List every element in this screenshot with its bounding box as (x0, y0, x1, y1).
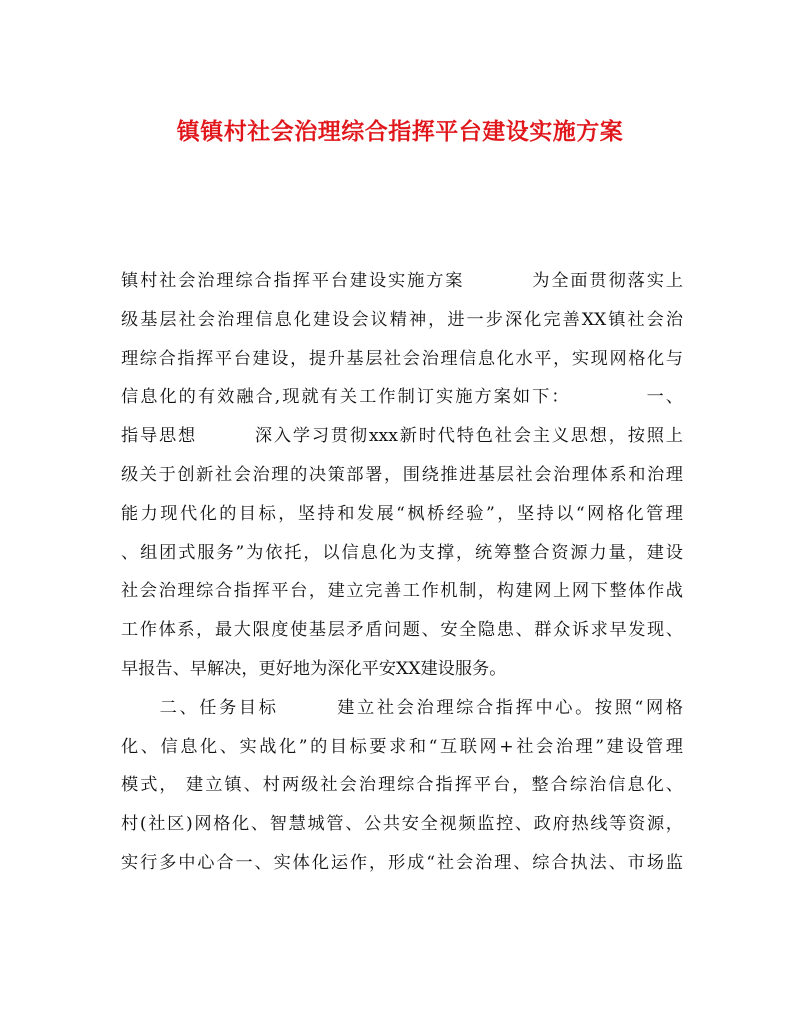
text-line: 指导思想 深入学习贯彻xxx新时代特色社会主义思想，按照上 (121, 426, 683, 447)
document-title: 镇镇村社会治理综合指挥平台建设实施方案 (176, 118, 624, 145)
text-line: 能力现代化的目标，坚持和发展“枫桥经验”，坚持以“网格化管理 (121, 503, 683, 524)
text-line: 镇村社会治理综合指挥平台建设实施方案 为全面贯彻落实上 (121, 271, 683, 291)
text-line: 村(社区)网格化、智慧城管、公共安全视频监控、政府热线等资源， (121, 814, 683, 835)
text-line: 理综合指挥平台建设，提升基层社会治理信息化水平，实现网格化与 (121, 348, 683, 369)
text-line: 化、信息化、实战化”的目标要求和“互联网+社会治理”建设管理 (121, 736, 683, 757)
text-line: 级关于创新社会治理的决策部署，围绕推进基层社会治理体系和治理 (121, 464, 683, 485)
text-line: 级基层社会治理信息化建设会议精神，进一步深化完善XX镇社会治 (121, 309, 683, 330)
document-body (121, 262, 683, 883)
text-line: 工作体系，最大限度使基层矛盾问题、安全隐患、群众诉求早发现、 (121, 620, 683, 641)
text-line: 二、任务目标 建立社会治理综合指挥中心。按照“网格 (157, 697, 683, 718)
section-heading: 指导思想 (121, 426, 198, 447)
section-heading: 二、任务目标 (157, 697, 279, 718)
text-line: 早报告、早解决，更好地为深化平安XX建设服务。 (121, 658, 507, 679)
text-line: 信息化的有效融合,现就有关工作制订实施方案如下： 一、 (121, 387, 683, 408)
text-line: 模式， 建立镇、村两级社会治理综合指挥平台，整合综治信息化、 (121, 775, 683, 796)
text-line: 、组团式服务”为依托，以信息化为支撑，统筹整合资源力量，建设 (121, 542, 683, 563)
text-line: 社会治理综合指挥平台，建立完善工作机制，构建网上网下整体作战 (121, 581, 683, 602)
text-line: 实行多中心合一、实体化运作，形成“社会治理、综合执法、市场监 (121, 852, 683, 873)
